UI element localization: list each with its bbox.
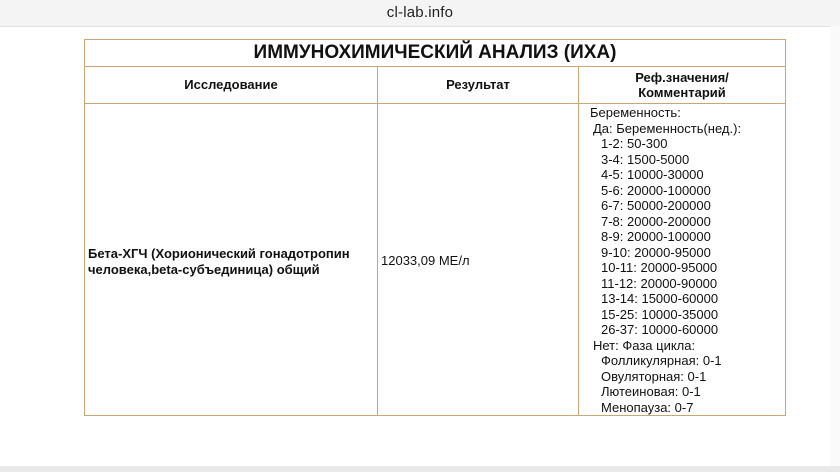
reference-week-item: 10-11: 20000-95000 xyxy=(601,260,718,275)
reference-phase-item: Лютеиновая: 0-1 xyxy=(601,384,701,399)
reference-week-item: 13-14: 15000-60000 xyxy=(601,291,719,306)
header-reference-line1: Реф.значения/ xyxy=(635,69,729,85)
reference-no-label: Нет: Фаза цикла: xyxy=(593,337,696,353)
header-reference-line2: Комментарий xyxy=(638,84,726,100)
table-header-row xyxy=(85,66,785,104)
reference-phase-item: Овуляторная: 0-1 xyxy=(601,368,707,384)
header-reference xyxy=(579,66,785,103)
column-divider xyxy=(578,66,579,415)
header-result: Результат xyxy=(446,77,510,92)
url-text[interactable]: cl-lab.info xyxy=(386,4,454,21)
report-title-row xyxy=(85,40,785,67)
reference-week-item: 5-6: 20000-100000 xyxy=(601,182,711,198)
reference-week-item: 26-37: 10000-60000 xyxy=(601,322,719,337)
test-name-line2: человека,beta-субъединица) общий xyxy=(88,262,320,277)
browser-address-bar[interactable] xyxy=(0,0,840,27)
reference-week-item: 3-4: 1500-5000 xyxy=(601,151,690,167)
scroll-gutter xyxy=(830,26,840,466)
reference-yes-label: Да: Беременность(нед.): xyxy=(593,120,742,136)
test-name-cell xyxy=(88,246,378,278)
reference-week-item: 7-8: 20000-200000 xyxy=(601,213,711,229)
test-name-line1: Бета-ХГЧ (Хорионический гонадотропин xyxy=(88,246,350,261)
report-title: ИММУНОХИМИЧЕСКИЙ АНАЛИЗ (ИХА) xyxy=(253,42,617,63)
bottom-bar xyxy=(0,466,840,472)
header-study: Исследование xyxy=(184,77,278,92)
reference-heading: Беременность: xyxy=(590,105,681,120)
column-divider xyxy=(377,66,378,415)
analysis-report-table xyxy=(84,39,786,416)
reference-week-item: 1-2: 50-300 xyxy=(601,136,668,151)
result-value: 12033,09 МЕ/л xyxy=(381,253,470,268)
reference-phase-item: Менопауза: 0-7 xyxy=(601,399,694,415)
reference-week-item: 11-12: 20000-90000 xyxy=(601,275,718,291)
reference-phase-item: Фолликулярная: 0-1 xyxy=(601,353,722,368)
reference-week-item: 4-5: 10000-30000 xyxy=(601,167,704,182)
reference-week-item: 15-25: 10000-35000 xyxy=(601,306,719,322)
reference-week-item: 8-9: 20000-100000 xyxy=(601,229,711,244)
reference-values-cell xyxy=(590,105,780,415)
reference-week-item: 9-10: 20000-95000 xyxy=(601,244,711,260)
reference-week-item: 6-7: 50000-200000 xyxy=(601,198,711,213)
